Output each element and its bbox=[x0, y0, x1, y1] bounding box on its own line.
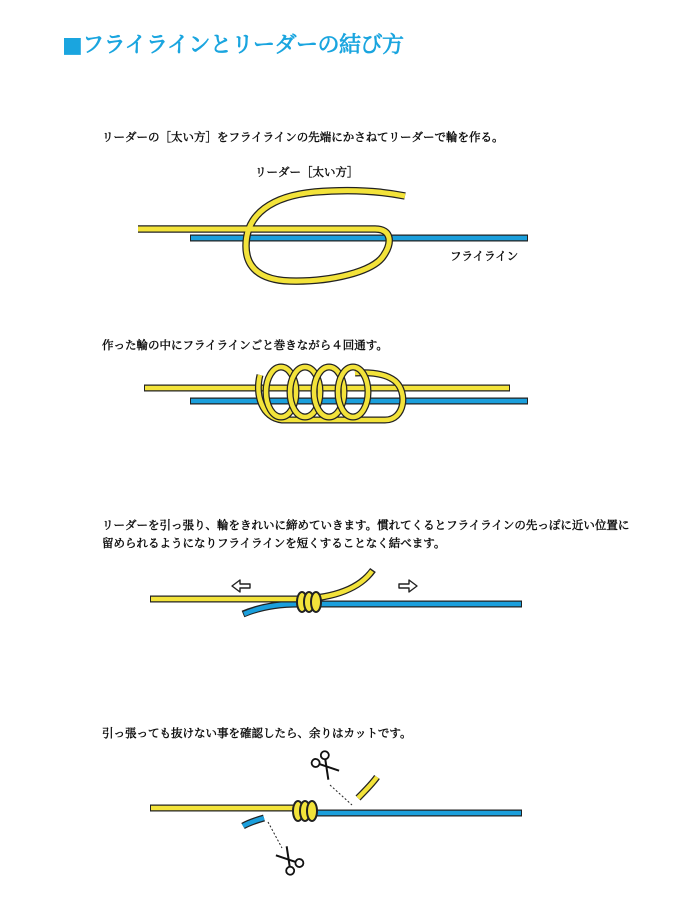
step-3-instruction-line2: 留められるようになりフライラインを短くすることなく結べます。 bbox=[102, 536, 446, 550]
cut-guide-upper bbox=[330, 785, 352, 805]
fly-line-label: フライライン bbox=[450, 249, 519, 263]
tightened-knot-step4 bbox=[293, 801, 317, 821]
scissors-icon bbox=[310, 750, 341, 782]
step-3-instruction-line1: リーダーを引っ張り、輪をきれいに締めていきます。慣れてくるとフライラインの先っぽに近い位置に bbox=[102, 518, 630, 532]
step-2-instruction: 作った輪の中にフライラインごと巻きながら４回通す。 bbox=[102, 338, 388, 352]
leader-label: リーダー［太い方］ bbox=[255, 165, 359, 179]
cut-guide-lower bbox=[268, 822, 282, 848]
page-title: ■フライラインとリーダーの結び方 bbox=[62, 33, 404, 58]
cut-leader-tag bbox=[358, 777, 377, 798]
scissors-icon bbox=[274, 844, 305, 876]
step-4-instruction: 引っ張っても抜けない事を確認したら、余りはカットです。 bbox=[102, 726, 412, 740]
step-1-instruction: リーダーの［太い方］をフライラインの先端にかさねてリーダーで輪を作る。 bbox=[102, 130, 504, 144]
cut-fly-line-tag bbox=[243, 818, 264, 826]
